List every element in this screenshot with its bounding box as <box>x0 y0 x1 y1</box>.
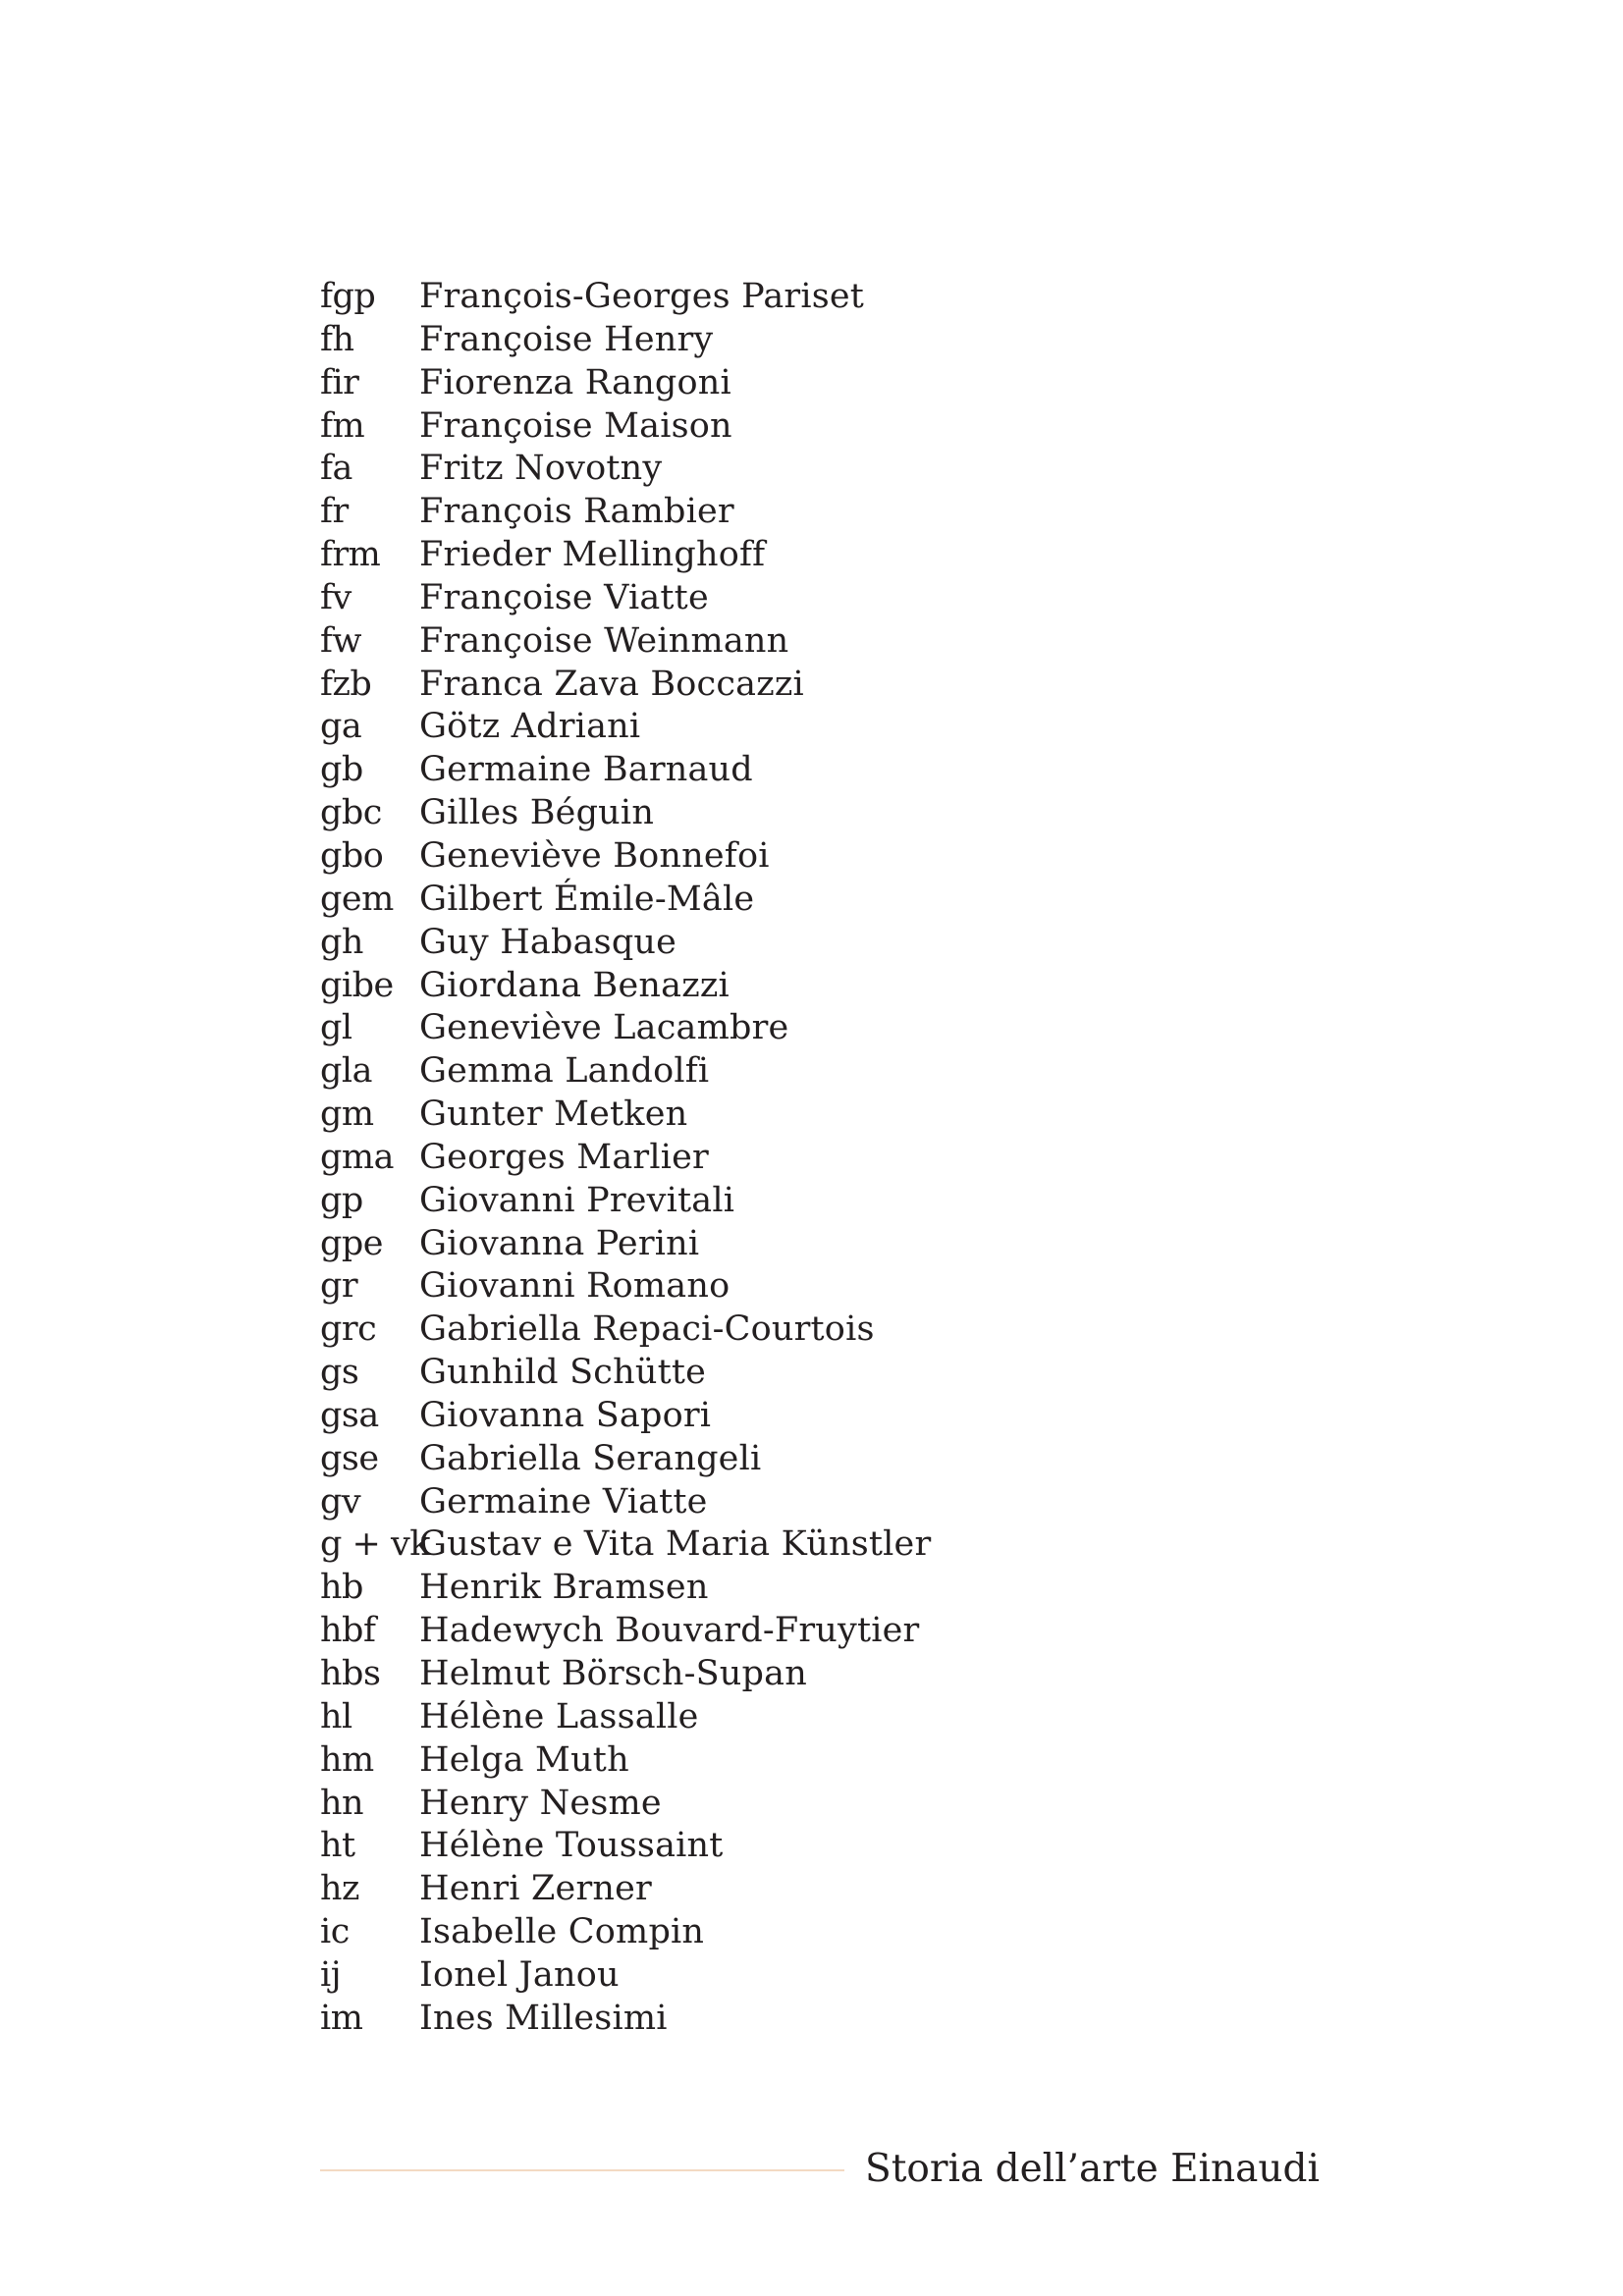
entry-name: Hélène Toussaint <box>419 1826 724 1866</box>
entry-abbreviation: fa <box>320 449 352 489</box>
list-item <box>320 620 1204 664</box>
list-item <box>320 664 1204 707</box>
entry-abbreviation: gem <box>320 879 394 919</box>
list-item <box>320 319 1204 362</box>
entry-name: Gabriella Serangeli <box>419 1438 762 1478</box>
list-item <box>320 1739 1204 1783</box>
entry-abbreviation: ga <box>320 707 362 747</box>
entry-abbreviation: ij <box>320 1954 342 1995</box>
list-item <box>320 1696 1204 1739</box>
entry-abbreviation: hl <box>320 1696 352 1736</box>
entry-abbreviation: hb <box>320 1568 363 1608</box>
list-item <box>320 1265 1204 1308</box>
list-item <box>320 1395 1204 1438</box>
list-item <box>320 448 1204 491</box>
entry-abbreviation: gse <box>320 1438 379 1478</box>
entry-name: Götz Adriani <box>419 707 641 747</box>
list-item <box>320 1094 1204 1137</box>
entry-name: Frieder Mellinghoff <box>419 535 766 575</box>
entry-name: Gilbert Émile-Mâle <box>419 879 755 919</box>
entry-abbreviation: im <box>320 1998 363 2038</box>
entry-abbreviation: hbs <box>320 1654 381 1693</box>
entry-name: Geneviève Bonnefoi <box>419 835 770 876</box>
list-item <box>320 1352 1204 1395</box>
entry-name: Germaine Barnaud <box>419 750 753 790</box>
entry-abbreviation: grc <box>320 1309 377 1350</box>
list-item <box>320 362 1204 405</box>
entry-name: Ines Millesimi <box>419 1998 668 2038</box>
list-item <box>320 706 1204 749</box>
list-item <box>320 835 1204 879</box>
entry-abbreviation: ic <box>320 1912 350 1952</box>
list-item <box>320 276 1204 319</box>
entry-abbreviation: fv <box>320 577 352 617</box>
entry-name: Henry Nesme <box>419 1783 662 1823</box>
entry-name: Françoise Maison <box>419 405 732 446</box>
entry-abbreviation: gbc <box>320 793 382 833</box>
entry-name: Hadewych Bouvard-Fruytier <box>419 1611 920 1651</box>
entry-name: Helmut Börsch-Supan <box>419 1654 807 1693</box>
entry-abbreviation: gbo <box>320 835 384 876</box>
list-item <box>320 534 1204 577</box>
list-item <box>320 1523 1204 1567</box>
entry-abbreviation: fzb <box>320 664 372 704</box>
entry-name: Gunhild Schütte <box>419 1353 707 1393</box>
list-item <box>320 491 1204 534</box>
list-item <box>320 405 1204 449</box>
list-item <box>320 1954 1204 1998</box>
entry-abbreviation: fm <box>320 405 365 446</box>
entry-name: Hélène Lassalle <box>419 1696 699 1736</box>
footer-title: Storia dell’arte Einaudi <box>865 2147 1320 2191</box>
entry-abbreviation: gla <box>320 1051 372 1092</box>
footer-rule <box>320 2169 844 2171</box>
entry-name: Françoise Henry <box>419 319 714 359</box>
entry-name: Fiorenza Rangoni <box>419 362 731 402</box>
list-item <box>320 1438 1204 1481</box>
list-item <box>320 1653 1204 1696</box>
entry-name: Henrik Bramsen <box>419 1568 709 1608</box>
entry-name: Helga Muth <box>419 1739 629 1780</box>
entry-name: Gilles Béguin <box>419 793 655 833</box>
entry-abbreviation: hm <box>320 1739 374 1780</box>
entry-abbreviation: gp <box>320 1180 363 1220</box>
entry-name: Guy Habasque <box>419 922 677 962</box>
entry-abbreviation: gv <box>320 1481 361 1522</box>
entry-name: Giovanni Romano <box>419 1266 730 1307</box>
entry-name: Geneviève Lacambre <box>419 1008 789 1048</box>
entry-name: Germaine Viatte <box>419 1481 708 1522</box>
list-item <box>320 1050 1204 1094</box>
list-item <box>320 879 1204 922</box>
entry-name: Henri Zerner <box>419 1869 652 1909</box>
entry-name: Georges Marlier <box>419 1137 709 1177</box>
list-item <box>320 1610 1204 1653</box>
entry-name: Françoise Viatte <box>419 577 709 617</box>
entry-abbreviation: gm <box>320 1095 374 1135</box>
list-item <box>320 1998 1204 2041</box>
entry-abbreviation: g + vk <box>320 1524 430 1565</box>
list-item <box>320 1180 1204 1223</box>
entry-abbreviation: fgp <box>320 277 376 316</box>
entry-abbreviation: gr <box>320 1266 358 1307</box>
list-item <box>320 577 1204 620</box>
list-item <box>320 1137 1204 1180</box>
entry-name: Gunter Metken <box>419 1095 688 1135</box>
entry-name: Giordana Benazzi <box>419 965 730 1005</box>
list-item <box>320 1223 1204 1266</box>
entry-abbreviation: gibe <box>320 965 394 1005</box>
entry-abbreviation: fir <box>320 362 359 402</box>
entry-abbreviation: fw <box>320 620 361 661</box>
entry-name: Giovanni Previtali <box>419 1180 735 1220</box>
entry-abbreviation: hz <box>320 1869 359 1909</box>
entry-abbreviation: hn <box>320 1783 364 1823</box>
entry-abbreviation: ht <box>320 1826 355 1866</box>
list-item <box>320 1783 1204 1826</box>
entry-abbreviation: fr <box>320 492 349 532</box>
entry-abbreviation: gsa <box>320 1395 379 1435</box>
entry-name: Franca Zava Boccazzi <box>419 664 804 704</box>
entry-abbreviation: gs <box>320 1353 359 1393</box>
list-item <box>320 1007 1204 1050</box>
list-item <box>320 922 1204 965</box>
entry-abbreviation: hbf <box>320 1611 376 1651</box>
list-item <box>320 1567 1204 1610</box>
entry-abbreviation: gb <box>320 750 363 790</box>
entry-name: Ionel Janou <box>419 1954 620 1995</box>
list-item <box>320 1308 1204 1352</box>
entry-name: Giovanna Sapori <box>419 1395 712 1435</box>
contributor-list <box>320 276 1204 2041</box>
list-item <box>320 1825 1204 1868</box>
entry-abbreviation: gma <box>320 1137 394 1177</box>
list-item <box>320 792 1204 835</box>
entry-name: Isabelle Compin <box>419 1912 705 1952</box>
entry-abbreviation: gpe <box>320 1223 384 1263</box>
entry-name: Fritz Novotny <box>419 449 663 489</box>
list-item <box>320 1911 1204 1954</box>
entry-name: Gabriella Repaci-Courtois <box>419 1309 875 1350</box>
entry-name: Françoise Weinmann <box>419 620 789 661</box>
entry-abbreviation: frm <box>320 535 381 575</box>
list-item <box>320 1868 1204 1911</box>
entry-name: François Rambier <box>419 492 734 532</box>
list-item <box>320 749 1204 792</box>
page-footer <box>320 2140 1320 2199</box>
list-item <box>320 965 1204 1008</box>
list-item <box>320 1481 1204 1524</box>
entry-name: François-Georges Pariset <box>419 277 865 316</box>
entry-name: Gustav e Vita Maria Künstler <box>419 1524 932 1565</box>
entry-abbreviation: gl <box>320 1008 352 1048</box>
entry-name: Giovanna Perini <box>419 1223 700 1263</box>
entry-abbreviation: fh <box>320 319 354 359</box>
entry-abbreviation: gh <box>320 922 363 962</box>
entry-name: Gemma Landolfi <box>419 1051 710 1092</box>
